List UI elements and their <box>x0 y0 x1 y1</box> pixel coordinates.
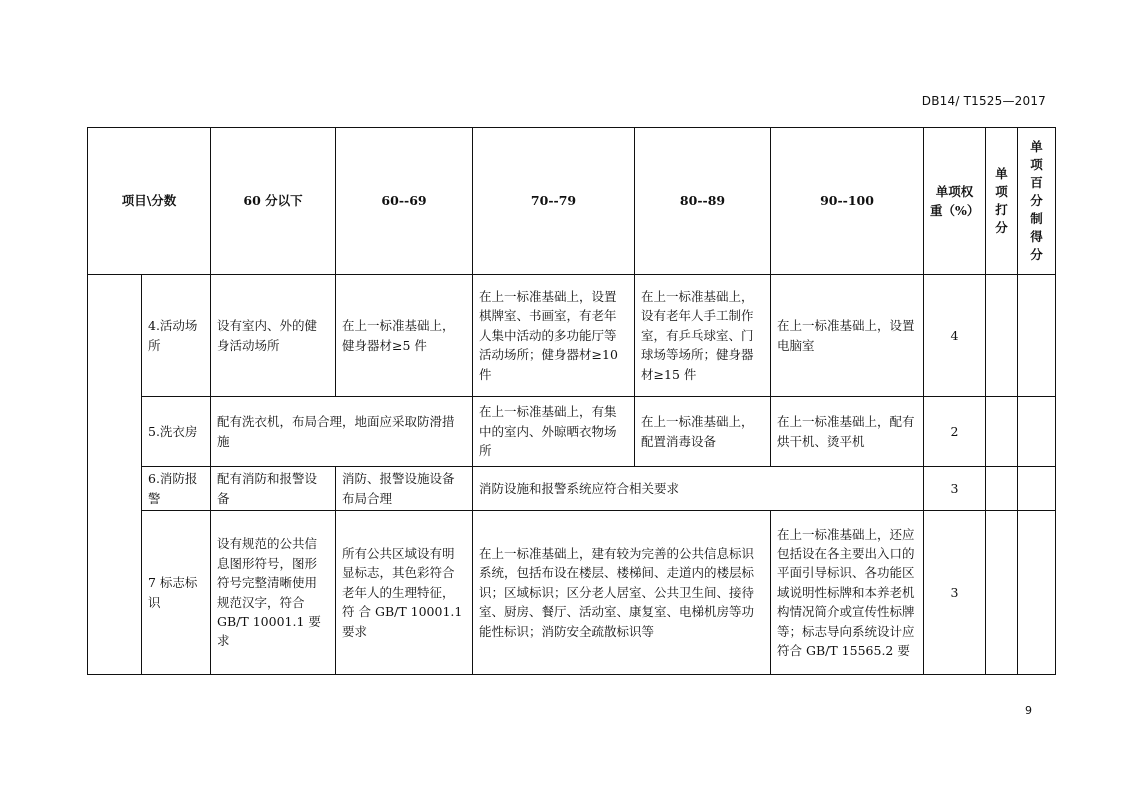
weight-cell: 2 <box>924 397 986 467</box>
header-score: 单 项 打 分 <box>986 128 1018 275</box>
category-cell <box>88 275 142 675</box>
below60-r60-cell: 配有洗衣机，布局合理，地面应采取防滑措施 <box>211 397 473 467</box>
percent-score-cell <box>1018 275 1056 397</box>
header-70-79: 70--79 <box>473 128 635 275</box>
item-cell: 6.消防报警 <box>142 467 211 511</box>
item-cell: 7 标志标识 <box>142 511 211 675</box>
score-cell <box>986 397 1018 467</box>
percent-score-cell <box>1018 511 1056 675</box>
page-number: 9 <box>1025 704 1032 717</box>
header-90-100: 90--100 <box>771 128 924 275</box>
r80-cell: 在上一标准基础上，设有老年人手工制作室，有乒乓球室、门球场等场所；健身器材≥15 件 <box>635 275 771 397</box>
below60-cell: 设有室内、外的健身活动场所 <box>211 275 336 397</box>
table-row <box>88 467 1056 511</box>
r70-r80-cell: 在上一标准基础上，建有较为完善的公共信息标识系统，包括布设在楼层、楼梯间、走道内的楼层标识；区域标识；区分老人居室、公共卫生间、接待室、厨房、餐厅、活动室、康复室、电梯机房等功能性标识；消防安全疏散标识等 <box>473 511 771 675</box>
score-cell <box>986 467 1018 511</box>
header-weight: 单项权重（%） <box>924 128 986 275</box>
item-cell: 4.活动场所 <box>142 275 211 397</box>
below60-cell: 设有规范的公共信息图形符号，图形符号完整清晰使用规范汉字，符合 GB/T 10001.1 要求 <box>211 511 336 675</box>
table-row <box>88 397 1056 467</box>
below60-cell: 配有消防和报警设备 <box>211 467 336 511</box>
r60-cell: 所有公共区域设有明显标志，其色彩符合老年人的生理特征， 符 合 GB/T 10001.1 要求 <box>336 511 473 675</box>
r60-cell: 在上一标准基础上，健身器材≥5 件 <box>336 275 473 397</box>
score-cell <box>986 511 1018 675</box>
header-item: 项目\分数 <box>88 128 211 275</box>
r80-cell: 在上一标准基础上，配置消毒设备 <box>635 397 771 467</box>
table-header-row <box>88 128 1056 275</box>
r70-cell: 在上一标准基础上，设置棋牌室、书画室，有老年人集中活动的多功能厅等活动场所；健身器材≥10 件 <box>473 275 635 397</box>
r70-cell: 在上一标准基础上，有集中的室内、外晾晒衣物场所 <box>473 397 635 467</box>
table-row <box>88 275 1056 397</box>
header-below-60: 60 分以下 <box>211 128 336 275</box>
header-percent-score: 单 项 百 分 制 得 分 <box>1018 128 1056 275</box>
r90-cell: 在上一标准基础上，还应包括设在各主要出入口的平面引导标识、各功能区域说明性标牌和本养老机构情况简介或宣传性标牌等；标志导向系统设计应符合 GB/T 15565.2 要 <box>771 511 924 675</box>
scoring-table <box>87 127 1056 675</box>
header-60-69: 60--69 <box>336 128 473 275</box>
weight-cell: 3 <box>924 467 986 511</box>
table-row <box>88 511 1056 675</box>
r90-cell: 在上一标准基础上，配有烘干机、烫平机 <box>771 397 924 467</box>
percent-score-cell <box>1018 467 1056 511</box>
weight-cell: 4 <box>924 275 986 397</box>
r60-cell: 消防、报警设施设备布局合理 <box>336 467 473 511</box>
percent-score-cell <box>1018 397 1056 467</box>
document-code: DB14/ T1525—2017 <box>921 94 1046 108</box>
header-80-89: 80--89 <box>635 128 771 275</box>
r70-r90-cell: 消防设施和报警系统应符合相关要求 <box>473 467 924 511</box>
weight-cell: 3 <box>924 511 986 675</box>
r90-cell: 在上一标准基础上，设置电脑室 <box>771 275 924 397</box>
score-cell <box>986 275 1018 397</box>
item-cell: 5.洗衣房 <box>142 397 211 467</box>
